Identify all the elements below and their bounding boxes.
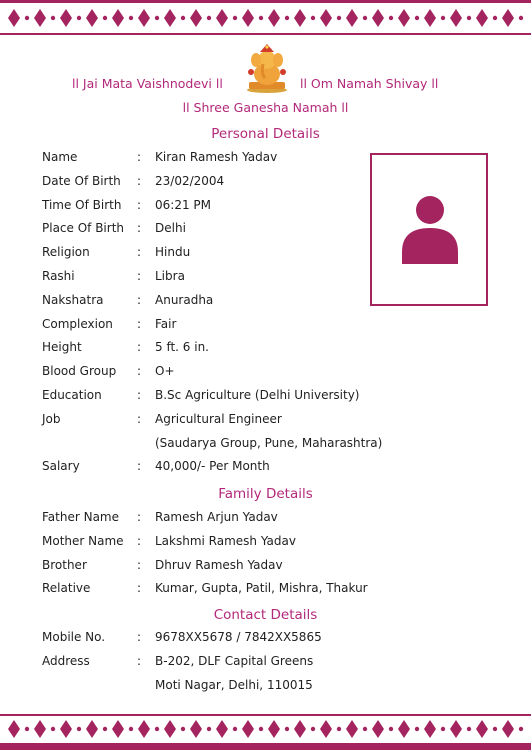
personal-detail-label: Salary: [42, 459, 80, 474]
left-mantra: ll Jai Mata Vaishnodevi ll: [72, 76, 223, 91]
floral-motif: [476, 9, 488, 27]
colon-separator: :: [137, 364, 142, 379]
floral-dot: [77, 727, 81, 731]
floral-motif: [476, 720, 488, 738]
floral-dot: [25, 16, 29, 20]
personal-detail-value: Fair: [155, 316, 177, 331]
floral-motif: [86, 720, 98, 738]
floral-motif: [450, 720, 462, 738]
floral-motif: [8, 720, 20, 738]
personal-detail-label: Time Of Birth: [42, 197, 122, 212]
floral-motif: [164, 9, 176, 27]
colon-separator: :: [137, 557, 142, 572]
floral-dot: [181, 16, 185, 20]
floral-dot: [519, 16, 523, 20]
floral-dot: [233, 16, 237, 20]
personal-detail-value: 06:21 PM: [155, 197, 211, 212]
personal-detail-value: Hindu: [155, 245, 191, 260]
personal-detail-value: B.Sc Agriculture (Delhi University): [155, 388, 360, 402]
family-detail-value: Lakshmi Ramesh Yadav: [155, 533, 296, 548]
floral-motif: [294, 720, 306, 738]
personal-detail-label: Date Of Birth: [42, 173, 121, 188]
colon-separator: :: [137, 150, 142, 164]
top-floral-border: [0, 0, 531, 38]
colon-separator: :: [137, 316, 142, 331]
floral-dot: [129, 727, 133, 731]
right-mantra: ll Om Namah Shivay ll: [300, 76, 439, 91]
floral-dot: [467, 727, 471, 731]
floral-dot: [103, 727, 107, 731]
ganesha-icon: [243, 44, 291, 94]
personal-detail-label: Job: [42, 411, 61, 426]
floral-motif: [138, 9, 150, 27]
floral-dot: [77, 16, 81, 20]
floral-dot: [25, 727, 29, 731]
floral-dot: [207, 16, 211, 20]
floral-motif: [8, 9, 20, 27]
floral-dot: [415, 16, 419, 20]
profile-photo-frame: [370, 153, 488, 306]
family-detail-label: Mother Name: [42, 533, 124, 548]
floral-dot: [207, 727, 211, 731]
floral-dot: [441, 16, 445, 20]
floral-motif: [60, 9, 72, 27]
family-detail-value: Kumar, Gupta, Patil, Mishra, Thakur: [155, 581, 368, 596]
colon-separator: :: [137, 630, 142, 644]
family-detail-value: Ramesh Arjun Yadav: [155, 510, 278, 524]
floral-motif: [398, 9, 410, 27]
floral-motif: [164, 720, 176, 738]
colon-separator: :: [137, 533, 142, 548]
floral-motif: [138, 720, 150, 738]
floral-motif: [398, 720, 410, 738]
floral-dot: [155, 727, 159, 731]
floral-dot: [285, 727, 289, 731]
floral-motif: [320, 720, 332, 738]
personal-detail-value: Kiran Ramesh Yadav: [155, 150, 278, 164]
floral-dot: [129, 16, 133, 20]
floral-dot: [415, 727, 419, 731]
floral-motif: [190, 720, 202, 738]
personal-detail-label: Nakshatra: [42, 292, 104, 307]
personal-detail-label: Religion: [42, 245, 90, 260]
colon-separator: :: [137, 388, 142, 402]
floral-motif: [424, 720, 436, 738]
floral-dot: [493, 16, 497, 20]
floral-dot: [259, 727, 263, 731]
contact-detail-label: Address: [42, 654, 90, 668]
floral-dot: [441, 727, 445, 731]
personal-detail-value: 40,000/- Per Month: [155, 459, 270, 474]
floral-motif: [34, 720, 46, 738]
floral-motif: [86, 9, 98, 27]
personal-detail-label: Education: [42, 388, 102, 402]
personal-detail-label: Rashi: [42, 269, 75, 283]
personal-detail-label: Name: [42, 150, 78, 164]
floral-dot: [285, 16, 289, 20]
floral-motif: [502, 9, 514, 27]
personal-detail-label: Place Of Birth: [42, 221, 125, 236]
person-placeholder-icon: [402, 196, 458, 264]
floral-dot: [259, 16, 263, 20]
floral-dot: [337, 727, 341, 731]
family-detail-label: Brother: [42, 557, 87, 572]
personal-detail-value: (Saudarya Group, Pune, Maharashtra): [155, 435, 383, 450]
floral-dot: [181, 727, 185, 731]
colon-separator: :: [137, 245, 142, 260]
floral-dot: [337, 16, 341, 20]
colon-separator: :: [137, 654, 142, 668]
colon-separator: :: [137, 221, 142, 236]
floral-motif: [242, 9, 254, 27]
floral-motif: [112, 720, 124, 738]
family-details-title: Family Details: [218, 486, 313, 502]
contact-detail-value: 9678XX5678 / 7842XX5865: [155, 630, 322, 644]
floral-motif: [450, 9, 462, 27]
floral-motif: [190, 9, 202, 27]
floral-motif: [112, 9, 124, 27]
bottom-floral-border: [0, 712, 531, 750]
floral-motif: [372, 720, 384, 738]
floral-motif: [346, 720, 358, 738]
personal-detail-value: O+: [155, 364, 175, 379]
floral-dot: [51, 727, 55, 731]
colon-separator: :: [137, 411, 142, 426]
floral-motif: [268, 720, 280, 738]
center-mantra: ll Shree Ganesha Namah ll: [182, 100, 349, 115]
colon-separator: :: [137, 459, 142, 474]
contact-detail-value: B-202, DLF Capital Greens: [155, 654, 314, 668]
floral-motif: [346, 9, 358, 27]
floral-dot: [233, 727, 237, 731]
floral-motif: [242, 720, 254, 738]
contact-detail-value: Moti Nagar, Delhi, 110015: [155, 678, 313, 692]
floral-dot: [311, 727, 315, 731]
colon-separator: :: [137, 197, 142, 212]
floral-motif: [60, 720, 72, 738]
floral-dot: [311, 16, 315, 20]
personal-detail-value: Libra: [155, 269, 185, 283]
personal-detail-value: 5 ft. 6 in.: [155, 340, 209, 355]
colon-separator: :: [137, 340, 142, 355]
floral-motif: [216, 720, 228, 738]
colon-separator: :: [137, 173, 142, 188]
floral-dot: [155, 16, 159, 20]
contact-details-title: Contact Details: [213, 607, 318, 623]
floral-motif: [216, 9, 228, 27]
floral-dot: [467, 16, 471, 20]
floral-motif: [372, 9, 384, 27]
floral-motif: [294, 9, 306, 27]
personal-detail-label: Height: [42, 340, 82, 355]
personal-detail-value: Anuradha: [155, 292, 214, 307]
family-detail-label: Relative: [42, 581, 91, 596]
family-detail-value: Dhruv Ramesh Yadav: [155, 557, 283, 572]
floral-motif: [34, 9, 46, 27]
personal-detail-value: Delhi: [155, 221, 186, 236]
colon-separator: :: [137, 292, 142, 307]
floral-dot: [103, 16, 107, 20]
floral-motif: [268, 9, 280, 27]
floral-dot: [51, 16, 55, 20]
floral-dot: [493, 727, 497, 731]
personal-detail-value: Agricultural Engineer: [155, 411, 282, 426]
colon-separator: :: [137, 581, 142, 596]
family-detail-label: Father Name: [42, 510, 119, 524]
floral-dot: [389, 16, 393, 20]
personal-detail-label: Blood Group: [42, 364, 117, 379]
floral-dot: [389, 727, 393, 731]
floral-dot: [519, 727, 523, 731]
personal-details-title: Personal Details: [211, 126, 320, 142]
colon-separator: :: [137, 510, 142, 524]
floral-dot: [363, 727, 367, 731]
contact-detail-label: Mobile No.: [42, 630, 106, 644]
floral-motif: [320, 9, 332, 27]
floral-motif: [502, 720, 514, 738]
personal-detail-value: 23/02/2004: [155, 173, 225, 188]
floral-motif: [424, 9, 436, 27]
personal-detail-label: Complexion: [42, 316, 113, 331]
colon-separator: :: [137, 269, 142, 283]
floral-dot: [363, 16, 367, 20]
